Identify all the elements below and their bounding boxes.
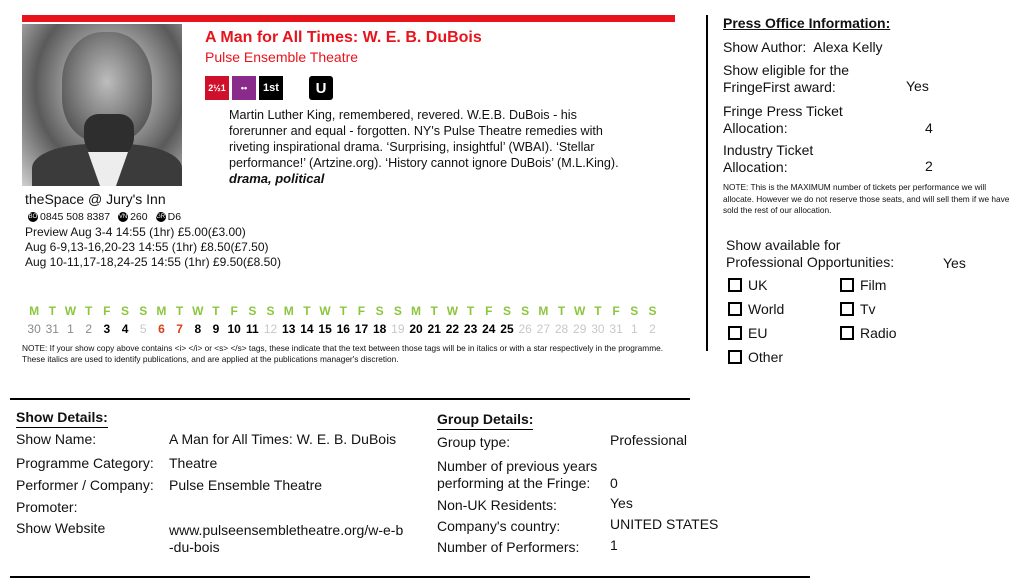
opportunity-radio[interactable] [840,325,897,341]
category-value: Theatre [169,455,218,471]
fringefirst-value: Yes [906,78,929,94]
opportunities-label-line: Professional Opportunities: [726,254,895,270]
opportunity-other[interactable] [728,349,783,365]
two-for-one-icon: 2½1 [205,76,229,100]
calendar-date: 20 [409,322,423,336]
family-icon: •• [232,76,256,100]
schedule-line: Aug 6-9,13-16,20-23 14:55 (1hr) £8.50(£7.50) [25,240,269,254]
calendar-date: 2 [649,322,656,336]
calendar-date: 2 [85,322,92,336]
calendar-weekday: W [64,304,77,318]
press-ticket-label-line: Fringe Press Ticket [723,103,843,119]
checkbox-icon[interactable] [840,278,854,292]
calendar-weekday: T [303,304,311,318]
option-label: Film [860,277,887,293]
calendar-date: 4 [121,322,129,336]
author-value: Alexa Kelly [813,39,883,55]
option-label: UK [748,277,768,293]
schedule-line: Preview Aug 3-4 14:55 (1hr) £5.00(£3.00) [25,225,246,239]
calendar-weekday: S [139,304,148,318]
website-value[interactable] [169,522,403,556]
opportunity-world[interactable] [728,301,784,317]
checkbox-icon[interactable] [728,278,742,292]
calendar-weekday: T [557,304,566,318]
calendar-date: 11 [246,322,259,336]
calendar-date: 13 [282,322,296,336]
press-ticket-value: 4 [925,120,933,136]
phone-number: 0845 508 8387 [40,211,111,223]
previous-years-value: 0 [610,475,618,491]
calendar-weekday: W [574,304,586,318]
calendar-weekday: T [48,304,56,318]
show-photo [22,24,182,186]
opportunities-value: Yes [943,255,966,271]
calendar-weekday: F [612,304,620,318]
section-divider [10,398,690,400]
previous-years-label-line: Number of previous years [437,458,598,474]
calendar-weekday: T [594,304,602,318]
venue-contact [28,211,181,223]
website-label: Show Website [16,520,106,536]
opportunities-label [726,237,894,271]
checkbox-icon[interactable] [728,350,742,364]
calendar-weekday: S [248,304,257,318]
calendar-date: 15 [318,322,332,336]
show-genre: drama, political [229,171,325,186]
calendar-weekday: S [375,304,384,318]
calendar-date: 16 [336,322,350,336]
group-type-label: Group type: [437,434,511,450]
vertical-divider [706,15,708,351]
group-type-value: Professional [610,432,688,448]
schedule-line: Aug 10-11,17-18,24-25 14:55 (1hr) £9.50(£8.50) [25,255,281,269]
calendar-date: 17 [354,322,369,336]
venue-number-icon: VN [118,214,128,221]
rating-u-icon: U [309,76,333,100]
calendar-weekday: M [283,304,294,318]
fringefirst-label [723,62,849,96]
checkbox-icon[interactable] [840,326,854,340]
bottom-divider [10,576,810,578]
industry-label-line: Industry Ticket [723,142,814,158]
calendar-date: 1 [67,322,74,336]
promoter-label: Promoter: [16,499,78,515]
calendar-date: 29 [573,322,587,336]
calendar-weekday-row [25,302,662,320]
calendar-date-row [25,320,662,338]
phone-icon: BO [28,214,38,221]
show-name-value: A Man for All Times: W. E. B. DuBois [169,431,397,447]
show-name-label: Show Name: [16,431,97,447]
calendar-weekday: W [192,304,204,318]
calendar-weekday: S [648,304,657,318]
calendar-weekday: F [103,304,111,318]
calendar-weekday: S [521,304,530,318]
show-title: A Man for All Times: W. E. B. DuBois [205,29,482,46]
calendar-date: 21 [427,322,441,336]
option-label: Other [748,349,784,365]
calendar-date: 23 [463,322,478,336]
country-value: UNITED STATES [610,516,719,532]
grid-ref-info [156,211,181,223]
calendar-date: 5 [139,322,147,336]
industry-ticket-value: 2 [925,158,933,174]
show-details-heading: Show Details: [16,409,108,428]
calendar-date: 6 [158,322,165,336]
press-office-heading: Press Office Information: [723,15,891,31]
calendar-date: 19 [391,322,405,336]
phone-info [28,211,110,223]
non-uk-value: Yes [610,495,633,511]
performers-label: Number of Performers: [437,539,580,555]
calendar-weekday: S [393,304,402,318]
performance-schedule [25,225,281,270]
calendar-weekday: M [29,304,40,318]
checkbox-icon[interactable] [840,302,854,316]
checkbox-icon[interactable] [728,326,742,340]
calendar-weekday: T [175,304,184,318]
category-label: Programme Category: [16,455,154,471]
show-blurb: Martin Luther King, remembered, revered. W.E.B. DuBois - his forerunner and equal - forgotten. NY's Pulse Theatre remedies with riveting inspirational drama. ‘Surprising, insightful’ (WBAI). ‘Stellar performance!’ (Artzine.org). ‘History cannot ignore DuBois’ (M.L.King). [229,108,619,170]
calendar-weekday: T [84,304,93,318]
calendar-date: 31 [609,322,623,336]
group-details-heading: Group Details: [437,411,533,430]
opportunity-uk[interactable] [728,277,767,293]
press-ticket-label-line: Allocation: [723,120,788,136]
header-red-bar [22,15,675,22]
press-ticket-label [723,103,843,137]
calendar-weekday: F [485,304,493,318]
ticket-allocation-note: NOTE: This is the MAXIMUM number of tickets per performance we will allocate. However we do not reserve those seats, and will sell them if we have sold the rest of our allocation. [723,182,1010,215]
opportunity-eu[interactable] [728,325,767,341]
badge-row [205,76,283,100]
calendar-date: 3 [103,322,111,336]
calendar-weekday: F [357,304,366,318]
country-label: Company's country: [437,518,561,534]
calendar-weekday: S [502,304,511,318]
industry-ticket-label [723,142,813,176]
first-performance-icon: 1st [259,76,283,100]
show-company: Pulse Ensemble Theatre [205,49,359,65]
calendar-date: 28 [554,322,569,336]
calendar-weekday: M [156,304,167,318]
calendar-date: 18 [372,322,387,336]
performer-label: Performer / Company: [16,477,154,493]
copy-tags-note: NOTE: If your show copy above contains <i> </i> or <s> </s> tags, these indicate that the text between those tags will be in italics or with a star respectively in the programme. These italics are used to identify publications, and are applied at the publications manager's discretion. [22,343,664,364]
calendar-weekday: W [446,304,459,318]
performance-calendar [25,302,662,338]
calendar-date: 24 [482,322,496,336]
calendar-date: 30 [591,322,605,336]
author-label: Show Author: [723,39,807,55]
calendar-date: 7 [176,322,183,336]
venue-number: 260 [130,211,148,223]
previous-years-label [437,458,597,492]
calendar-date: 8 [194,322,202,336]
grid-ref-icon: GR [156,214,166,221]
calendar-date: 22 [445,322,460,336]
calendar-weekday: M [411,304,422,318]
calendar-date: 9 [212,322,220,336]
checkbox-icon[interactable] [728,302,742,316]
fringefirst-label-line: Show eligible for the [723,62,850,78]
non-uk-label: Non-UK Residents: [437,497,557,513]
calendar-weekday: T [466,304,475,318]
opportunity-tv[interactable] [840,301,876,317]
option-label: EU [748,325,768,341]
calendar-date: 14 [300,322,314,336]
calendar-weekday: F [230,304,238,318]
venue-name: theSpace @ Jury's Inn [25,191,166,207]
calendar-date: 30 [27,322,41,336]
calendar-date: 26 [518,322,532,336]
fringefirst-label-line: FringeFirst award: [723,79,836,95]
previous-years-label-line: performing at the Fringe: [437,475,591,491]
calendar-date: 27 [536,322,551,336]
website-line: www.pulseensembletheatre.org/w-e-b [169,522,404,538]
calendar-date: 12 [263,322,278,336]
opportunity-film[interactable] [840,277,886,293]
calendar-weekday: T [430,304,438,318]
calendar-weekday: T [339,304,347,318]
option-label: Tv [860,301,876,317]
calendar-date: 25 [500,322,514,336]
calendar-date: 1 [630,322,638,336]
website-line: -du-bois [169,539,220,555]
industry-label-line: Allocation: [723,159,788,175]
calendar-date: 31 [45,322,59,336]
calendar-weekday: S [630,304,639,318]
calendar-date: 10 [227,322,241,336]
calendar-weekday: T [212,304,220,318]
calendar-weekday: W [319,304,331,318]
option-label: World [748,301,785,317]
opportunities-label-line: Show available for [726,237,841,253]
calendar-weekday: S [121,304,130,318]
calendar-weekday: S [266,304,275,318]
option-label: Radio [860,325,897,341]
performer-value: Pulse Ensemble Theatre [169,477,323,493]
venue-number-info [118,211,148,223]
calendar-weekday: M [538,304,549,318]
author-row [723,39,883,56]
performers-value: 1 [610,537,618,553]
grid-reference: D6 [167,211,182,223]
